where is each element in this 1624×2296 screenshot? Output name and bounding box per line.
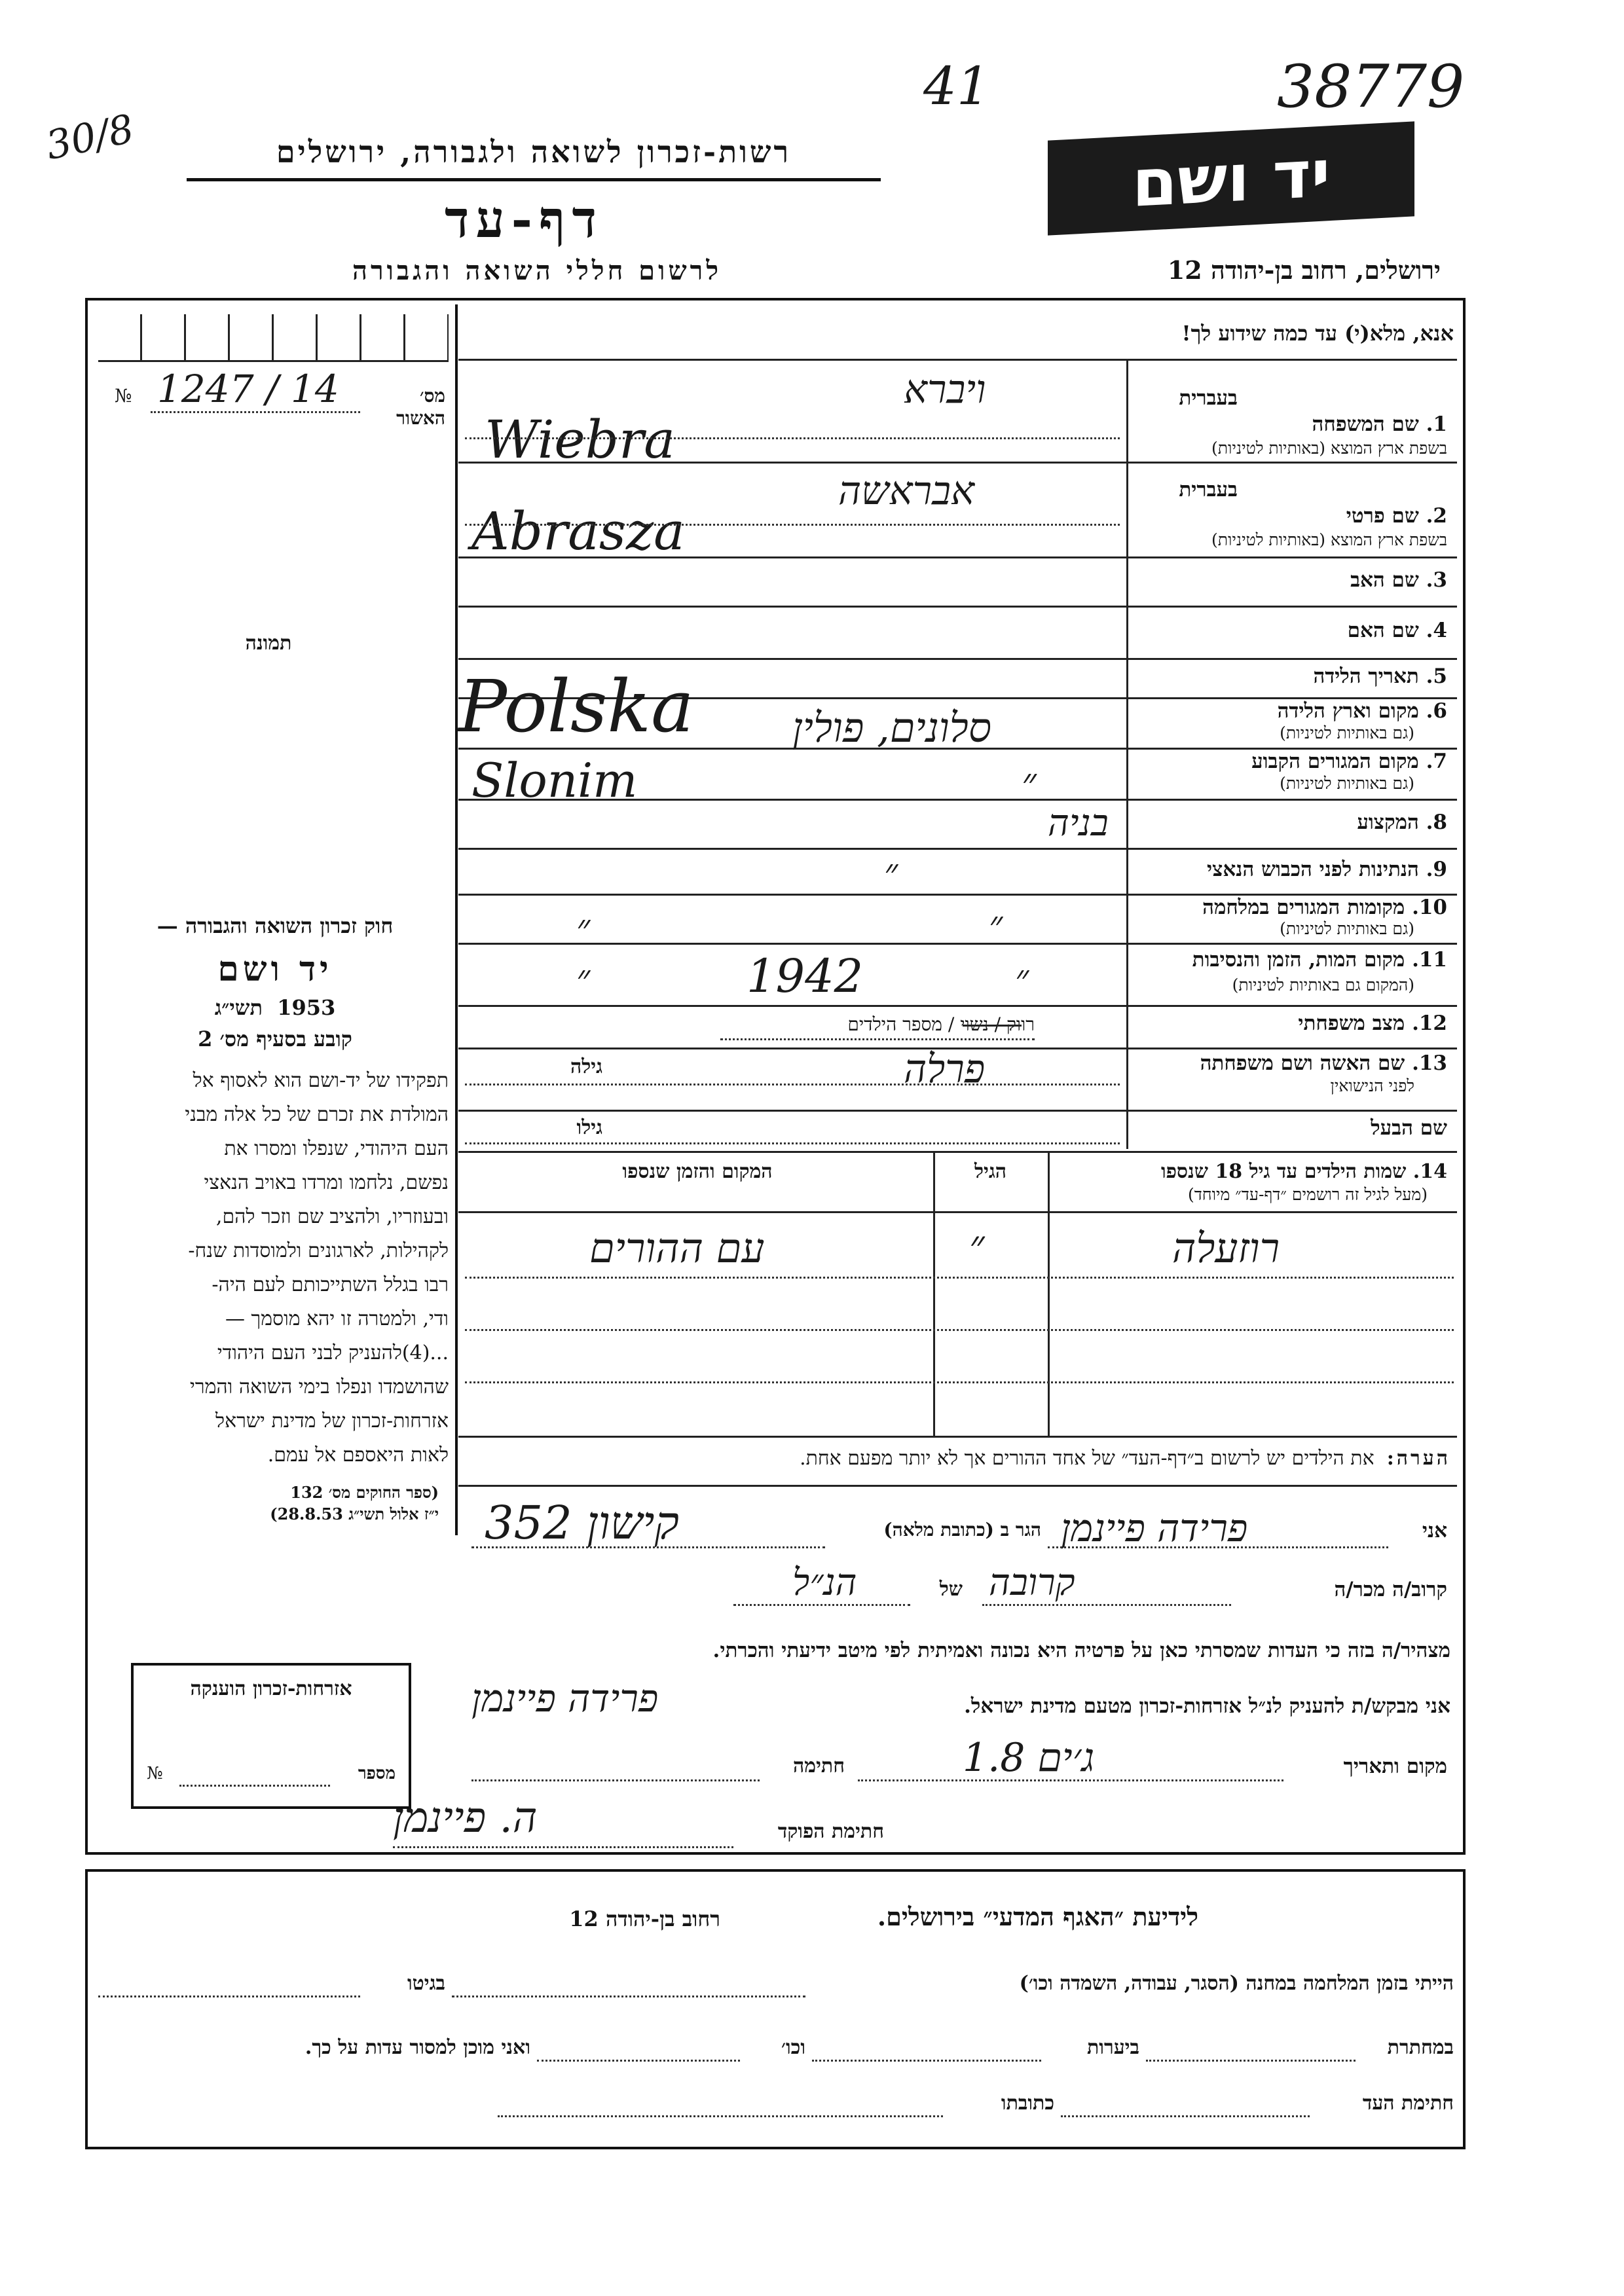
law-section: קובע בסעיף מס׳ 2 (198, 1027, 352, 1051)
law-source: (ספר החוקים מס׳ 132 (290, 1483, 439, 1502)
field-label: שם האם (1347, 619, 1419, 642)
surname-latin: Wiebra (485, 409, 675, 470)
law-name: יד ושם (217, 949, 333, 989)
field-number: 1. (1426, 412, 1447, 436)
registration-line (151, 411, 360, 413)
law-year-hebrew: תשי״ג (214, 995, 263, 1020)
field-label: מקום המות, הזמן והנסיבות (1192, 948, 1405, 972)
field-number: 2. (1426, 504, 1447, 528)
note-label: הערה: (1386, 1447, 1450, 1470)
law-source-date: י״ז אלול תשי״ג 28.8.53) (270, 1504, 439, 1523)
field-label: שמות הילדים עד גיל 18 שנספו (1160, 1160, 1407, 1183)
field-number: 3. (1426, 568, 1447, 592)
field-label: מקום המגורים הקבוע (1251, 750, 1419, 773)
field-number: 6. (1426, 699, 1447, 723)
wartime-residence-ditto-2: ״ (576, 907, 591, 949)
field-4-label (1348, 619, 1447, 642)
children-col-divider (933, 1151, 935, 1436)
entry-line (537, 2060, 740, 2062)
law-line: תפקידו של יד-ושם הוא לאסוף אל (193, 1069, 449, 1092)
field-label: שם המשפחה (1312, 412, 1419, 436)
witness-relative-label: קרוב/ה מכר/ה (1334, 1578, 1447, 1601)
birthplace-hebrew: סלונים, פולין (792, 704, 992, 752)
entry-line (471, 1546, 825, 1548)
field-number: 11. (1412, 948, 1447, 972)
field-number: 4. (1426, 619, 1447, 642)
signature-label: חתימה (793, 1755, 845, 1777)
bottom-title: לידיעת ״האגף המדעי״ בירושלים. (877, 1902, 1198, 1931)
law-line: ...(4)להעניק לבני העם היהודי (217, 1341, 449, 1364)
witness-name: פרידה פיינמן (1061, 1506, 1248, 1550)
law-line: לקהילות, לארגונים ולמוסדות שנח- (188, 1239, 449, 1262)
field-label: מקומות המגורים במלחמה (1202, 896, 1405, 919)
children-col-age: הגיל (974, 1160, 1007, 1183)
witness-of-label: של (939, 1578, 963, 1601)
law-body (98, 1064, 449, 1472)
first-name-hebrew: אבראשה (838, 468, 975, 514)
entry-line (465, 1381, 1454, 1383)
registration-no-prefix: № (115, 385, 132, 407)
death-place-ditto: ״ (1015, 957, 1029, 1000)
husband-age-label: גילו (576, 1116, 602, 1139)
nationality-ditto: ״ (884, 851, 898, 894)
entry-line (465, 1277, 1454, 1279)
form-subtitle: לרשום חללי השואה והגבורה (352, 255, 722, 286)
witness-address: קישון 352 (485, 1496, 679, 1550)
entry-line (465, 524, 1120, 526)
field-label: שם האב (1350, 568, 1419, 592)
row-line (458, 1110, 1457, 1112)
field-number: 14. (1412, 1160, 1447, 1183)
header-underline (187, 178, 881, 181)
field-9-label (1207, 858, 1447, 881)
divider (458, 359, 1457, 361)
row-line (458, 848, 1457, 850)
field-13-label (1200, 1051, 1447, 1075)
field-6-label (1278, 699, 1447, 723)
witness-of: הנ״ל (792, 1561, 857, 1604)
ghetto-label: בגיטו (407, 1972, 445, 1995)
officer-signature: ה. פיינמן (393, 1794, 538, 1842)
etc-label: וכו׳ (781, 2036, 805, 2059)
row-line (458, 1005, 1457, 1007)
field-10-sub: (גם באותיות לטיניות) (1280, 919, 1414, 938)
camp-line: הייתי בזמן המלחמה במחנה (הסגר, עבודה, השמדה וכו׳) (1019, 1972, 1454, 1995)
row-line (458, 658, 1457, 660)
field-1-label (1312, 412, 1447, 436)
field-11-label (1192, 948, 1447, 972)
entry-line (720, 1038, 1035, 1040)
row-line (458, 1151, 1457, 1153)
witness-i-label: אני (1422, 1519, 1447, 1542)
birthplace-country-latin: Polska (458, 665, 694, 748)
field-label: מצב משפחתי (1298, 1011, 1405, 1035)
child-place: עם ההורים (589, 1224, 765, 1272)
citizenship-no-prefix: № (147, 1764, 163, 1783)
entry-line (1061, 2115, 1310, 2117)
witness-declaration: מצהיר/ה בזה כי העדות שמסרתי כאן על פרטיה היא נכונה ואמיתית לפי מיטב ידיעתי והכרתי. (712, 1639, 1450, 1662)
entry-line (858, 1779, 1283, 1781)
marital-status-strike (963, 1025, 1022, 1027)
law-title: חוק זכרון השואה והגבורה — (157, 913, 394, 938)
residence-hebrew-ditto: ״ (1022, 759, 1037, 805)
marital-status-options: רווק / נשוי / מספר הילדים (847, 1013, 1035, 1035)
law-line: המולדת את זכרם של כל אלה מבני (185, 1103, 449, 1126)
field-6-sub: (גם באותיות לטיניות) (1280, 723, 1414, 742)
citizenship-box (131, 1663, 411, 1809)
law-line: שהושמדו ונפלו בימי השואה והמרי (189, 1376, 449, 1398)
field-7-sub: (גם באותיות לטיניות) (1280, 774, 1414, 793)
wife-age-label: גילה (570, 1055, 602, 1078)
field-2-sub: בשפת ארץ המוצא (באותיות לטיניות) (1211, 530, 1447, 549)
children-col-place: המקום והזמן שנספו (622, 1160, 773, 1183)
husband-label: שם הבעל (1371, 1116, 1447, 1140)
field-number: 13. (1412, 1051, 1447, 1075)
law-line: רבו בגלל השתייכותם לעם היה- (212, 1273, 449, 1296)
field-number: 9. (1426, 858, 1447, 881)
registration-ticks (98, 314, 449, 362)
surname-hebrew: ויברא (904, 367, 986, 412)
label-column-divider (1126, 360, 1128, 1149)
field-label: שם פרטי (1346, 504, 1419, 528)
entry-line (498, 2115, 943, 2117)
field-2-label (1346, 504, 1447, 528)
place-date-label: מקום ותאריך (1343, 1755, 1447, 1778)
field-3-label (1350, 568, 1447, 592)
archive-number: 38779 (1277, 52, 1465, 121)
entry-line (1048, 1546, 1388, 1548)
field-5-label (1313, 665, 1447, 688)
field-2-heb-tag: בעברית (1179, 478, 1238, 501)
citizenship-title: אזרחות-זכרון הוענקה (190, 1677, 352, 1700)
citizenship-number-label: מספר (358, 1764, 396, 1783)
field-number: 5. (1426, 665, 1447, 688)
note-line (458, 1447, 1450, 1470)
children-header-line (458, 1211, 1457, 1213)
bottom-address: רחוב בן-יהודה 12 (569, 1906, 720, 1931)
witness-relation: קרובה (989, 1561, 1075, 1604)
photo-label: תמונה (245, 632, 292, 655)
death-year: 1942 (747, 949, 864, 1003)
row-line (458, 606, 1457, 608)
child-name: רוזעלה (1172, 1224, 1280, 1272)
field-label: מקום וארץ הלידה (1277, 699, 1419, 723)
child-age-ditto: ״ (969, 1221, 985, 1269)
law-year-number: 1953 (277, 995, 336, 1020)
note-text: את הילדים יש לרשום ב״דף-העד״ של אחד ההורים אך לא יותר מפעם אחת. (800, 1447, 1375, 1470)
field-7-label (1251, 750, 1447, 773)
law-line: ובעוזריו, ולהציב שם וזכר להם, (215, 1205, 449, 1228)
law-line: אזרחות-זכרון של מדינת ישראל (215, 1410, 449, 1432)
entry-line (452, 1995, 805, 1997)
field-13-sub: לפני הנישואין (1330, 1076, 1414, 1095)
margin-mark: 41 (923, 56, 990, 117)
first-name-latin: Abrasza (471, 501, 685, 562)
entry-line (465, 1329, 1454, 1331)
death-circumstances-ditto: ״ (576, 957, 591, 1000)
children-sub: (מעל לגיל זה רושמים ״דף-עד״ מיוחד) (1188, 1185, 1428, 1204)
law-line: העם היהודי, שנפלו ומסרו את (224, 1137, 449, 1160)
entry-line (98, 1995, 360, 1997)
field-12-label (1298, 1011, 1447, 1035)
entry-line (393, 1846, 733, 1848)
witness-request: אני מבקש/ת להעניק לנ״ל אזרחות-זכרון מטעם מדינת ישראל. (964, 1694, 1450, 1718)
form-title: דף-עד (445, 190, 603, 249)
margin-mark: 30/8 (42, 105, 138, 170)
law-line: נפשם, נלחמו ומרדו באויב הנאצי (204, 1171, 449, 1194)
field-number: 12. (1412, 1011, 1447, 1035)
field-11-sub: (המקום גם באותיות לטיניות) (1232, 975, 1414, 994)
authority-name: רשות-זכרון לשואה ולגבורה, ירושלים (276, 134, 792, 170)
field-label: שם האשה ושם משפחתה (1200, 1051, 1405, 1075)
entry-line (982, 1604, 1231, 1606)
law-year (98, 995, 452, 1020)
entry-line (465, 1084, 1120, 1085)
law-line: ודי, ולמטרה זו יהא מוסמך — (225, 1307, 449, 1330)
entry-line (179, 1785, 330, 1787)
row-line (458, 1436, 1457, 1438)
logo-text: יד ושם (1132, 135, 1331, 222)
residence-latin: Slonim (471, 753, 638, 808)
field-number: 7. (1426, 750, 1447, 773)
forests-label: ביערות (1086, 2036, 1139, 2059)
field-label: תאריך הלידה (1313, 665, 1419, 688)
row-line (458, 943, 1457, 945)
children-label (1161, 1160, 1447, 1183)
entry-line (465, 1142, 1120, 1144)
children-col-divider (1048, 1151, 1050, 1436)
witness-signature: פרידה פיינמן (471, 1676, 659, 1721)
occupation: בניה (1048, 802, 1109, 845)
wife-name: פרלה (904, 1046, 986, 1092)
field-label: המקצוע (1357, 811, 1419, 834)
field-10-label (1202, 896, 1447, 919)
field-8-label (1357, 811, 1447, 834)
witness-address-label: כתובתו (1001, 2092, 1054, 2115)
header-address: ירושלים, רחוב בן-יהודה 12 (1167, 255, 1441, 285)
field-label: הנתינות לפני הכבוש הנאצי (1207, 858, 1419, 881)
underground-label: במחתרת (1387, 2036, 1454, 2059)
witness-resides-label: הגר ב (כתובת מלאה) (883, 1519, 1041, 1540)
entry-line (733, 1604, 910, 1606)
officer-signature-label: חתימת הפוקד (777, 1820, 884, 1843)
registration-number: 1247 / 14 (157, 367, 339, 411)
law-line: לאות היאספם אל עמם. (267, 1444, 449, 1467)
field-1-sub: בשפת ארץ המוצא (באותיות לטיניות) (1211, 439, 1447, 458)
witness-signature-label: חתימת העד (1362, 2092, 1454, 2115)
wartime-residence-ditto: ״ (989, 903, 1003, 946)
entry-line (471, 1779, 760, 1781)
row-line (458, 1485, 1457, 1487)
place-date-value: ג׳ים 1.8 (963, 1735, 1095, 1781)
entry-line (1146, 2060, 1356, 2062)
ready-to-testify: ואני מוכן למסור עדות על כך. (304, 2036, 530, 2059)
entry-line (465, 437, 1120, 439)
field-number: 10. (1412, 896, 1447, 919)
please-fill-note: אנא, מלא(י) עד כמה שידוע לך! (1181, 321, 1454, 346)
entry-line (812, 2060, 1041, 2062)
registration-label: מס׳ האשור (396, 385, 445, 429)
yad-vashem-logo (1048, 121, 1414, 235)
field-1-heb-tag: בעברית (1179, 386, 1238, 410)
field-number: 8. (1426, 811, 1447, 834)
